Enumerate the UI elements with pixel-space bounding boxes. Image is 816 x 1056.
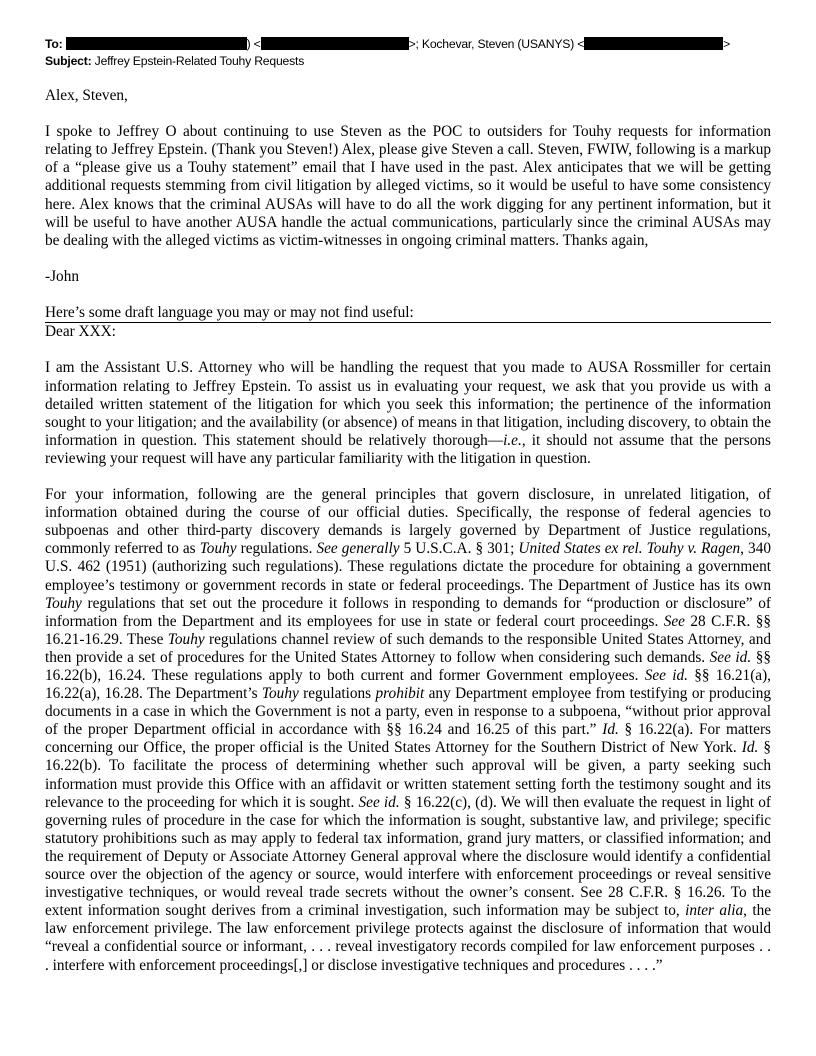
message-paragraph: I spoke to Jeffrey O about continuing to use Steven as the POC to outsiders for Touhy requests for information relating to Jeffrey Epstein. (Thank you Steven!) Alex, please give Steven a call. Steven, FWIW, following is a markup of a “please give us a Touhy statement” email that I have used in the past. Alex anticipates that we will be getting additional requests stemming from civil litigation by alleged victims, so it would be useful to have some consistency here. Alex knows that the criminal AUSAs will have to do all the work digging for any pertinent information, but it will be useful to have another AUSA handle the actual communications, particularly since the criminal AUSAs may be dealing with the alleged victims as victim-witnesses in ongoing criminal matters. Thanks again, (45, 123, 771, 249)
to-angle-open: < (250, 37, 261, 51)
text: , 340 U.S. 462 (1951) (authorizing such regulations). These regulations dictate the procedure for obtaining a government employee’s testimony or government records in state or federal proceedings. The Department of Justice has its own (45, 540, 771, 594)
text-italic: Touhy (45, 594, 82, 612)
greeting: Alex, Steven, (45, 87, 128, 104)
redaction-box (66, 37, 247, 50)
email-to-line (45, 36, 771, 53)
text: §§ 16.21(a), 16.22(a), 16.28. The Department’s (45, 667, 771, 703)
text-italic: Touhy (261, 685, 299, 703)
text: 28 C.F.R. §§ 16.21-16.29. These (45, 612, 771, 648)
text: regulations channel review of such demands to the responsible United States Attorney, and then provide a set of procedures for the United States Attorney to follow when considering such demands. (45, 630, 771, 666)
text: §§ 16.22(b), 16.24. These regulations apply to both current and former Government employees. (45, 648, 771, 684)
text-italic: inter alia (685, 902, 744, 920)
to-recipient-2: >; Kochevar, Steven (USANYS) < (408, 37, 585, 51)
text: regulations (298, 685, 376, 703)
text-italic: United States ex rel. Touhy v. Ragen (518, 540, 741, 558)
to-paren: ) (246, 37, 251, 51)
email-subject-line (45, 53, 771, 70)
subject-label: Subject: (45, 54, 92, 68)
redaction-box (261, 37, 409, 50)
subject-text: Jeffrey Epstein-Related Touhy Requests (91, 54, 305, 68)
text: 5 U.S.C.A. § 301; (399, 540, 519, 558)
to-angle-close: > (723, 37, 731, 51)
email-body (45, 87, 771, 975)
draft-intro: Here’s some draft language you may or may not find useful: (45, 304, 771, 323)
text-italic: i.e. (503, 431, 522, 449)
text-italic: See id. (709, 648, 752, 666)
text: regulations. (236, 540, 317, 558)
text-italic: Touhy (167, 630, 205, 648)
text: § 16.22(c), (d). We will then evaluate the request in light of governing rules of procedure in the case for which the information is sought, substantive law, and privilege; specific statutory prohibitions such as may apply to federal tax information, grand jury matters, or classified information; and the requirement of Deputy or Associate Attorney General approval where the disclosure would identify a confidential source over the objection of the agency or source, would interfere with enforcement proceedings or reveal sensitive investigative techniques, or would reveal trade secrets without the owner’s consent. See 28 C.F.R. § 16.26. To the extent information sought derives from a criminal investigation, such information may be subject to, (45, 793, 771, 920)
text: any Department employee from testifying or producing documents in a case in which the Government is not a party, even in response to a subpoena, “without prior approval of the proper Department official in accordance with §§ 16.24 and 16.25 of this part.” (45, 685, 771, 739)
text-italic: Id. (602, 721, 619, 739)
draft-salutation: Dear XXX: (45, 323, 116, 341)
text: For your information, following are the general principles that govern disclosure, in unrelated litigation, of information obtained during the course of our official duties. Specifically, the response of federal agencies to subpoenas and other third-party discovery demands is largely governed by Department of Justice regulations, commonly referred to as (45, 486, 771, 558)
text: regulations that set out the procedure it follows in responding to demands for “production or disclosure” of information from the Department and its employees for use in state or federal court proceedings. (45, 594, 771, 630)
signature: -John (45, 267, 79, 285)
text-italic: See generally (316, 540, 400, 558)
text: I am the Assistant U.S. Attorney who will be handling the request that you made to AUSA Rossmiller for certain information relating to Jeffrey Epstein. To assist us in evaluating your request, we ask that you provide us with a detailed written statement of the litigation for which you seek this information; the pertinence of the information sought to your litigation; and the availability (or absence) of means in that litigation, including discovery, to obtain the information in question. This statement should be relatively thorough— (45, 359, 771, 449)
text-italic: Id. (741, 739, 759, 757)
text-italic: Touhy (199, 540, 237, 558)
to-label: To: (45, 37, 63, 51)
email-document (45, 36, 771, 975)
text-italic: See (663, 612, 685, 630)
draft-paragraph-2 (45, 486, 771, 975)
text: , it should not assume that the persons reviewing your request will have any particular familiarity with the litigation in question. (45, 431, 771, 467)
text-italic: See id. (644, 667, 688, 684)
text: § 16.22(a). For matters concerning our Office, the proper official is the United States Attorney for the Southern District of New York. (45, 721, 771, 757)
redaction-box (584, 37, 723, 50)
text-italic: prohibit (375, 685, 425, 703)
draft-paragraph-1 (45, 359, 771, 468)
text-italic: See id. (358, 793, 400, 811)
text: § 16.22(b). To facilitate the process of determining whether such approval will be given, a party seeking such information must provide this Office with an affidavit or written statement setting forth the testimony sought and its relevance to the proceeding for which it is sought. (45, 739, 771, 811)
text: , the law enforcement privilege. The law enforcement privilege protects against the disclosure of information that would “reveal a confidential source or informant, . . . reveal investigatory records compiled for law enforcement purposes . . . interfere with enforcement proceedings[,] or disclose investigative techniques and procedures . . . .” (45, 902, 772, 974)
